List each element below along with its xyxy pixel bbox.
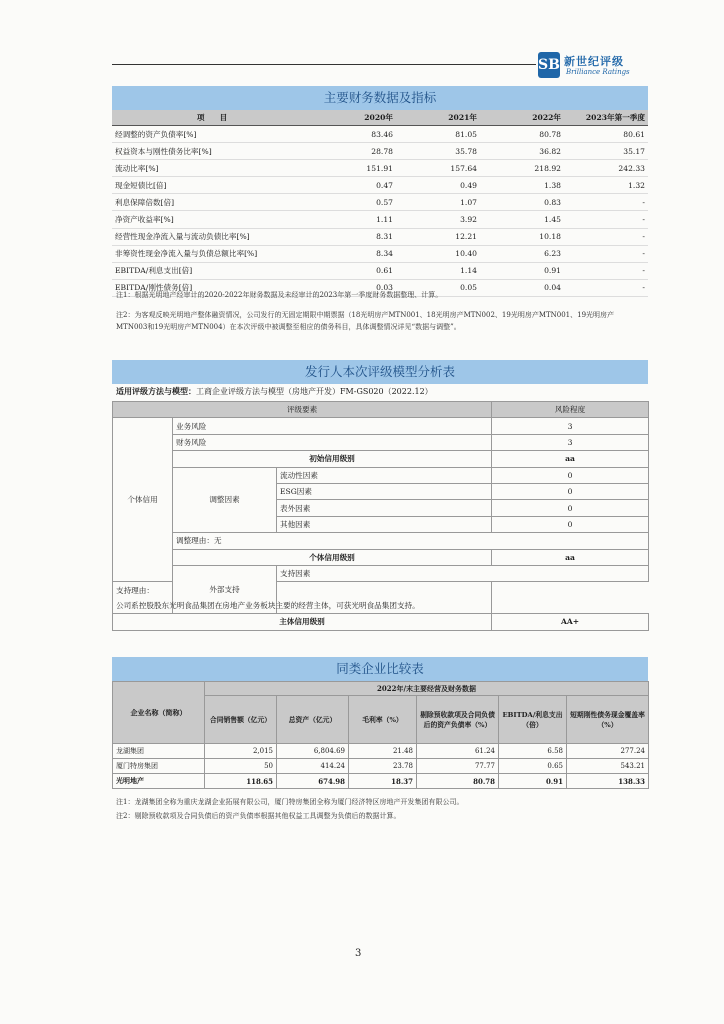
company-value: 21.48 [349, 744, 417, 759]
company-value: 0.65 [499, 759, 567, 774]
row-value: 6.23 [480, 245, 564, 262]
support-reason [113, 582, 492, 614]
row-value: 1.07 [396, 194, 480, 211]
row-value: 3.92 [396, 211, 480, 228]
row-label: 流动比率[%] [112, 160, 312, 177]
method-line [116, 386, 644, 397]
col-2021: 2021年 [396, 110, 480, 126]
row-value: - [564, 245, 648, 262]
financial-note-2: 注2：为客观反映光明地产整体融资情况，公司发行的无固定期限中期票据（18光明房产MTN001、18光明房产MTN002、19光明房产MTN001、19光明房产MTN003和19光明房产MTN004）在本次评级中被调整至相应的债务科目，具体调整情况详见“数据与调整”。 [116, 311, 615, 331]
company-value: 414.24 [277, 759, 349, 774]
company-value: 23.78 [349, 759, 417, 774]
row-value: 12.21 [396, 228, 480, 245]
row-label: 现金短债比[倍] [112, 177, 312, 194]
col-2020: 2020年 [312, 110, 396, 126]
compare-section-title: 同类企业比较表 [112, 657, 648, 681]
method-value: 工商企业评级方法与模型（房地产开发）FM-GS020（2022.12） [196, 387, 433, 396]
other-value: 0 [492, 516, 649, 532]
compare-col-header: 总资产（亿元） [277, 696, 349, 744]
company-name: 厦门特房集团 [113, 759, 205, 774]
row-value: 28.78 [312, 143, 396, 160]
financial-risk-value: 3 [492, 434, 649, 450]
company-logo [538, 52, 648, 82]
compare-col-header: 毛利率（%） [349, 696, 417, 744]
table-row [113, 774, 649, 789]
company-value: 18.37 [349, 774, 417, 789]
liquidity-value: 0 [492, 467, 649, 483]
compare-col-header: 短期刚性债务现金覆盖率（%） [567, 696, 649, 744]
company-value: 138.33 [567, 774, 649, 789]
financial-header-row [112, 110, 648, 126]
table-row [112, 177, 648, 194]
support-reason-text: 公司系控股股东光明食品集团在房地产业务板块主要的经营主体，可获光明食品集团支持。 [116, 600, 420, 610]
financial-note-1: 注1：根据光明地产经审计的2020-2022年财务数据及未经审计的2023年第一季度财务数据整理、计算。 [116, 291, 443, 299]
initial-level-label: 初始信用级别 [173, 451, 492, 467]
col-elements: 评级要素 [113, 402, 492, 418]
row-value: 0.05 [396, 279, 480, 296]
company-value: 6,804.69 [277, 744, 349, 759]
table-row [112, 262, 648, 279]
table-row [113, 451, 649, 467]
compare-group-header: 2022年/末主要经营及财务数据 [205, 682, 649, 696]
header-rule [112, 64, 536, 65]
individual-credit-label: 个体信用 [113, 418, 173, 582]
company-name: 龙湖集团 [113, 744, 205, 759]
row-value: 242.33 [564, 160, 648, 177]
method-label: 适用评级方法与模型： [116, 386, 196, 396]
company-col-header: 企业名称（简称） [113, 682, 205, 744]
table-row [112, 126, 648, 143]
row-value: 0.83 [480, 194, 564, 211]
row-value: - [564, 262, 648, 279]
table-row [113, 434, 649, 450]
business-risk-label: 业务风险 [173, 418, 492, 434]
financial-risk-label: 财务风险 [173, 434, 492, 450]
esg-label: ESG因素 [277, 483, 492, 499]
table-row [112, 245, 648, 262]
company-value: 80.78 [417, 774, 499, 789]
col-2022: 2022年 [480, 110, 564, 126]
row-value: 35.17 [564, 143, 648, 160]
row-value: 1.11 [312, 211, 396, 228]
model-table [112, 401, 649, 631]
row-value: - [564, 211, 648, 228]
logo-text-en: Brilliance Ratings [566, 68, 630, 76]
row-value: 83.46 [312, 126, 396, 143]
row-value: 0.57 [312, 194, 396, 211]
business-risk-value: 3 [492, 418, 649, 434]
subject-level-label: 主体信用级别 [113, 614, 492, 630]
compare-note-2: 注2：剔除预收款项及合同负债后的资产负债率根据其他权益工具调整为负债后的数据计算。 [116, 812, 401, 820]
external-label: 表外因素 [277, 500, 492, 516]
row-value: - [564, 194, 648, 211]
row-value: 0.03 [312, 279, 396, 296]
row-value: 218.92 [480, 160, 564, 177]
col-risk: 风险程度 [492, 402, 649, 418]
company-value: 2,015 [205, 744, 277, 759]
page-number: 3 [355, 948, 362, 959]
row-label: 权益资本与刚性债务比率[%] [112, 143, 312, 160]
table-row [113, 549, 649, 565]
table-row [113, 582, 649, 614]
logo-mark-icon: SB [538, 52, 560, 78]
table-row [112, 143, 648, 160]
row-value: 151.91 [312, 160, 396, 177]
company-value: 50 [205, 759, 277, 774]
table-row [112, 228, 648, 245]
company-value: 277.24 [567, 744, 649, 759]
compare-table [112, 681, 649, 789]
row-value: 36.82 [480, 143, 564, 160]
compare-note-1: 注1：龙湖集团全称为重庆龙湖企业拓展有限公司，厦门特房集团全称为厦门经济特区房地产开发集团有限公司。 [116, 798, 464, 806]
row-value: 80.61 [564, 126, 648, 143]
company-value: 77.77 [417, 759, 499, 774]
financial-section-title: 主要财务数据及指标 [112, 86, 648, 110]
esg-value: 0 [492, 483, 649, 499]
financial-table [112, 110, 648, 297]
initial-level-value: aa [492, 451, 649, 467]
table-row [113, 533, 649, 549]
company-value: 0.91 [499, 774, 567, 789]
company-value: 61.24 [417, 744, 499, 759]
row-value: 0.91 [480, 262, 564, 279]
compare-col-header: EBITDA/利息支出（倍） [499, 696, 567, 744]
col-2023q1: 2023年第一季度 [564, 110, 648, 126]
row-value: 157.64 [396, 160, 480, 177]
table-row [113, 614, 649, 630]
table-row [113, 418, 649, 434]
row-label: 利息保障倍数[倍] [112, 194, 312, 211]
adjust-factors-label: 调整因素 [173, 467, 277, 533]
other-label: 其他因素 [277, 516, 492, 532]
individual-level-value: aa [492, 549, 649, 565]
row-label: EBITDA/刚性债务[倍] [112, 279, 312, 296]
table-row [112, 211, 648, 228]
row-value: 35.78 [396, 143, 480, 160]
row-value: 1.45 [480, 211, 564, 228]
row-value: 8.34 [312, 245, 396, 262]
row-value: 1.32 [564, 177, 648, 194]
row-value: 80.78 [480, 126, 564, 143]
row-value: - [564, 228, 648, 245]
row-value: 1.38 [480, 177, 564, 194]
support-reason-label: 支持理由： [116, 585, 154, 595]
compare-col-header: 剔除预收款项及合同负债后的资产负债率（%） [417, 696, 499, 744]
subject-level-value: AA+ [492, 614, 649, 630]
row-label: 净资产收益率[%] [112, 211, 312, 228]
support-factor-label: 支持因素 [277, 565, 649, 581]
table-row [113, 565, 649, 581]
col-item: 项 目 [112, 110, 312, 126]
row-value: 0.04 [480, 279, 564, 296]
table-row [112, 194, 648, 211]
compare-col-header: 合同销售额（亿元） [205, 696, 277, 744]
company-value: 543.21 [567, 759, 649, 774]
model-header-row [113, 402, 649, 418]
row-value: 0.49 [396, 177, 480, 194]
row-value: 1.14 [396, 262, 480, 279]
company-value: 118.65 [205, 774, 277, 789]
external-support-label: 外部支持 [173, 565, 277, 613]
logo-text-cn: 新世纪评级 [564, 55, 624, 68]
company-name: 光明地产 [113, 774, 205, 789]
row-label: EBITDA/利息支出[倍] [112, 262, 312, 279]
row-value: 0.61 [312, 262, 396, 279]
row-value: 10.18 [480, 228, 564, 245]
individual-level-label: 个体信用级别 [173, 549, 492, 565]
company-value: 6.58 [499, 744, 567, 759]
table-row [113, 467, 649, 483]
company-value: 674.98 [277, 774, 349, 789]
table-row [113, 744, 649, 759]
row-value: 0.47 [312, 177, 396, 194]
row-value: - [564, 279, 648, 296]
row-value: 81.05 [396, 126, 480, 143]
external-value: 0 [492, 500, 649, 516]
row-label: 经营性现金净流入量与流动负债比率[%] [112, 228, 312, 245]
row-value: 10.40 [396, 245, 480, 262]
model-section-title: 发行人本次评级模型分析表 [112, 360, 648, 384]
table-row [113, 759, 649, 774]
compare-group-row [113, 682, 649, 696]
table-row [112, 160, 648, 177]
adjust-reason: 调整理由：无 [173, 533, 649, 549]
liquidity-label: 流动性因素 [277, 467, 492, 483]
row-value: 8.31 [312, 228, 396, 245]
row-label: 经调整的资产负债率[%] [112, 126, 312, 143]
row-label: 非筹资性现金净流入量与负债总额比率[%] [112, 245, 312, 262]
